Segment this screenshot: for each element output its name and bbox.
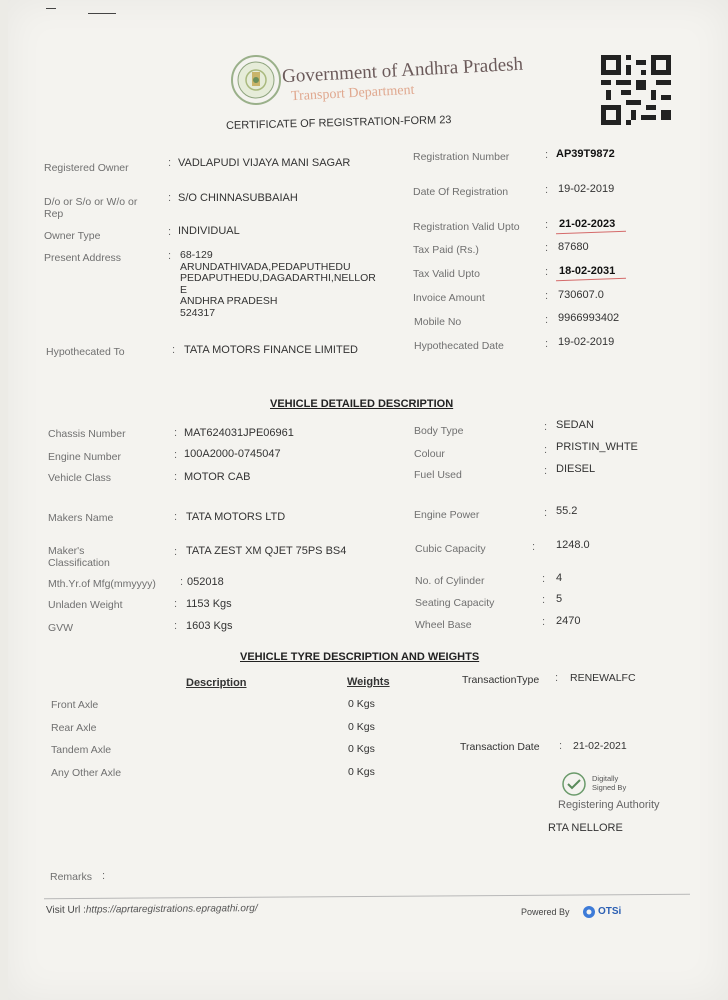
tyre-row-label: Tandem Axle	[51, 744, 112, 756]
tyre-row-label: Any Other Axle	[51, 767, 122, 779]
digitally-signed-text: Digitally Signed By	[592, 774, 627, 792]
scribble	[46, 8, 56, 9]
colon: :	[545, 242, 549, 254]
seating-capacity-value: 5	[556, 593, 563, 605]
scribble	[88, 13, 116, 14]
otsi-logo-icon	[582, 905, 596, 919]
seating-capacity-label: Seating Capacity	[415, 597, 495, 609]
vehicle-class-value: MOTOR CAB	[184, 471, 251, 483]
owner-type-value: INDIVIDUAL	[178, 225, 240, 237]
digital-signature-check-icon	[561, 771, 587, 797]
colour-label: Colour	[414, 448, 445, 460]
mobile-no-label: Mobile No	[414, 316, 462, 328]
valid-upto-value: 21-02-2023	[559, 218, 616, 230]
registering-authority: Registering Authority	[558, 799, 660, 811]
colon: :	[174, 598, 178, 610]
tax-valid-upto-label: Tax Valid Upto	[413, 268, 480, 280]
colon: :	[545, 266, 549, 278]
invoice-amount-value: 730607.0	[558, 289, 604, 301]
fuel-used-label: Fuel Used	[414, 469, 462, 481]
owner-type-label: Owner Type	[44, 230, 101, 242]
engine-number-value: 100A2000-0745047	[184, 448, 281, 460]
powered-by: Powered By	[521, 907, 570, 917]
fuel-used-value: DIESEL	[556, 463, 596, 475]
invoice-amount-label: Invoice Amount	[413, 292, 485, 304]
remarks-label: Remarks	[50, 871, 93, 883]
govt-title: Government of Andhra Pradesh	[281, 53, 524, 88]
wheel-base-value: 2470	[556, 615, 581, 627]
colour-value: PRISTIN_WHTE	[556, 441, 638, 453]
gvw-value: 1603 Kgs	[186, 620, 233, 632]
hypothecated-to-label: Hypothecated To	[46, 346, 125, 358]
tyre-section-title: VEHICLE TYRE DESCRIPTION AND WEIGHTS	[240, 651, 480, 663]
registered-owner-value: VADLAPUDI VIJAYA MANI SAGAR	[178, 157, 351, 169]
tyre-row-value: 0 Kgs	[348, 743, 375, 755]
ap-emblem-icon	[230, 54, 282, 106]
colon: :	[174, 427, 178, 439]
relation-label: D/o or S/o or W/o or Rep	[44, 196, 138, 220]
colon: :	[174, 546, 178, 558]
rta-name: RTA NELLORE	[548, 822, 623, 834]
transaction-date-value: 21-02-2021	[573, 740, 627, 752]
registration-number-value: AP39T9872	[556, 148, 615, 160]
transaction-type-value: RENEWALFC	[570, 672, 636, 684]
makers-classification-label: Maker's Classification	[48, 545, 110, 569]
registration-date-label: Date Of Registration	[413, 186, 509, 198]
colon: :	[174, 471, 178, 483]
mfg-date-value: 052018	[187, 576, 224, 588]
otsi-logo-text: OTSi	[598, 906, 622, 917]
red-underline	[556, 231, 626, 234]
colon: :	[174, 620, 178, 632]
tax-paid-value: 87680	[558, 241, 589, 253]
colon: :	[174, 511, 178, 523]
colon: :	[544, 465, 548, 477]
makers-name-label: Makers Name	[48, 512, 114, 524]
engine-number-label: Engine Number	[48, 451, 121, 463]
colon: :	[102, 870, 106, 882]
chassis-value: MAT624031JPE06961	[184, 427, 294, 439]
qr-code-icon	[601, 54, 671, 126]
colon: :	[555, 672, 559, 684]
colon: :	[168, 250, 172, 262]
mfg-date-label: Mth.Yr.of Mfg(mmyyyy)	[48, 578, 156, 590]
visit-url: Visit Url :https://aprtaregistrations.epragathi.org/	[45, 903, 258, 916]
hypothecated-to-value: TATA MOTORS FINANCE LIMITED	[184, 344, 358, 356]
tyre-row-value: 0 Kgs	[348, 698, 375, 710]
body-type-label: Body Type	[414, 425, 464, 437]
present-address-label: Present Address	[44, 252, 122, 264]
registration-date-value: 19-02-2019	[558, 183, 615, 195]
transaction-date-label: Transaction Date	[460, 741, 540, 753]
colon: :	[542, 573, 546, 585]
vehicle-class-label: Vehicle Class	[48, 472, 112, 484]
unladen-weight-label: Unladen Weight	[48, 599, 123, 611]
registered-owner-label: Registered Owner	[44, 162, 129, 174]
engine-power-value: 55.2	[556, 505, 578, 517]
tax-paid-label: Tax Paid (Rs.)	[413, 244, 479, 256]
visit-url-link[interactable]: https://aprtaregistrations.epragathi.org/	[85, 903, 258, 916]
tyre-row-value: 0 Kgs	[348, 721, 375, 733]
colon: :	[180, 576, 184, 588]
body-type-value: SEDAN	[556, 419, 594, 431]
colon: :	[168, 226, 172, 238]
colon: :	[545, 338, 549, 350]
colon: :	[542, 594, 546, 606]
mobile-no-value: 9966993402	[558, 312, 620, 324]
transaction-type-label: TransactionType	[462, 674, 540, 686]
hypothecated-date-value: 19-02-2019	[558, 336, 615, 348]
colon: :	[545, 290, 549, 302]
red-underline	[556, 278, 626, 281]
colon: :	[174, 449, 178, 461]
footer-divider	[44, 894, 690, 900]
colon: :	[544, 444, 548, 456]
cubic-capacity-value: 1248.0	[556, 539, 590, 551]
colon: :	[559, 740, 563, 752]
colon: :	[544, 421, 548, 433]
certificate-page	[8, 0, 728, 1000]
tyre-row-label: Rear Axle	[51, 722, 97, 734]
wheel-base-label: Wheel Base	[415, 619, 472, 631]
colon: :	[545, 184, 549, 196]
cylinder-value: 4	[556, 572, 563, 584]
dept-title: Transport Department	[290, 82, 415, 105]
colon: :	[545, 149, 549, 161]
tyre-row-label: Front Axle	[51, 699, 99, 711]
unladen-weight-value: 1153 Kgs	[186, 598, 232, 610]
cylinder-label: No. of Cylinder	[415, 575, 485, 587]
colon: :	[168, 192, 172, 204]
present-address-value: 68-129 ARUNDATHIVADA,PEDAPUTHEDU PEDAPUTHEDU,DAGADARTHI,NELLOR E ANDHRA PRADESH 524317	[180, 249, 376, 319]
colon: :	[532, 541, 536, 553]
tax-valid-upto-value: 18-02-2031	[559, 265, 616, 277]
gvw-label: GVW	[48, 622, 74, 634]
colon: :	[168, 157, 172, 169]
makers-name-value: TATA MOTORS LTD	[186, 511, 286, 523]
registration-number-label: Registration Number	[413, 151, 510, 163]
description-header: Description	[186, 677, 247, 689]
makers-classification-value: TATA ZEST XM QJET 75PS BS4	[186, 545, 347, 557]
chassis-label: Chassis Number	[48, 428, 126, 440]
colon: :	[542, 616, 546, 628]
hypothecated-date-label: Hypothecated Date	[414, 340, 504, 352]
colon: :	[545, 219, 549, 231]
relation-value: S/O CHINNASUBBAIAH	[178, 192, 298, 204]
colon: :	[172, 344, 176, 356]
weights-header: Weights	[347, 676, 390, 688]
colon: :	[545, 314, 549, 326]
vehicle-section-title: VEHICLE DETAILED DESCRIPTION	[270, 398, 454, 410]
engine-power-label: Engine Power	[414, 509, 480, 521]
tyre-row-value: 0 Kgs	[348, 766, 375, 778]
cubic-capacity-label: Cubic Capacity	[415, 543, 486, 555]
form-title: CERTIFICATE OF REGISTRATION-FORM 23	[225, 114, 452, 132]
colon: :	[544, 507, 548, 519]
valid-upto-label: Registration Valid Upto	[413, 221, 520, 233]
